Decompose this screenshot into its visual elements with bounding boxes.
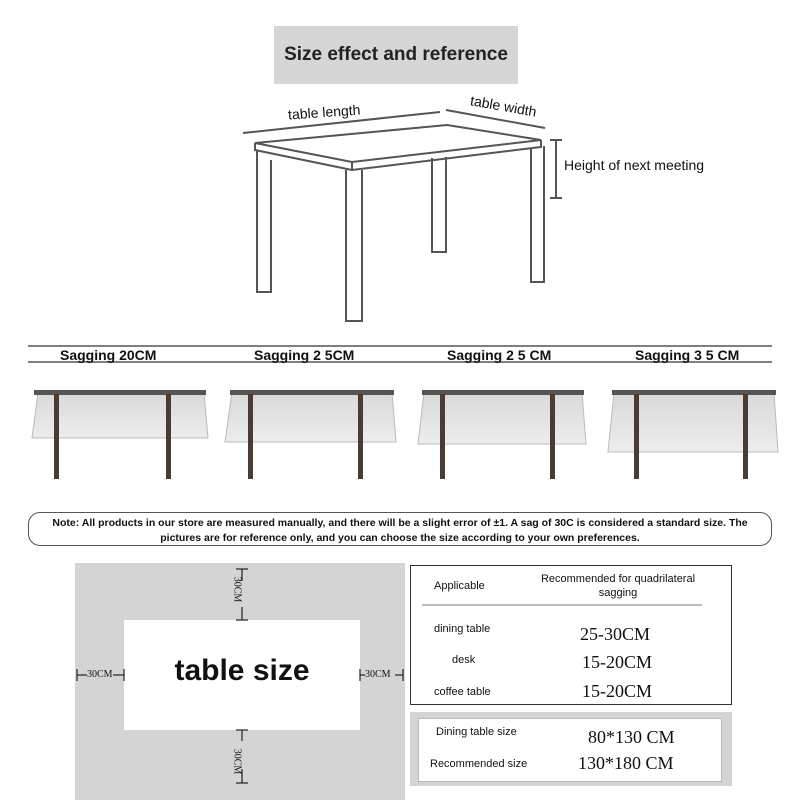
sagging-label-4: Sagging 3 5 CM	[635, 347, 740, 363]
right-dimension-label: 30CM	[365, 669, 391, 680]
table-height-label: Height of next meeting	[564, 157, 705, 173]
page-title: Size effect and reference	[284, 44, 508, 65]
sagging-label-2: Sagging 2 5CM	[254, 347, 355, 363]
dining-table-size-value: 80*130 CM	[588, 727, 675, 747]
bottom-dimension-label: 30CM	[231, 748, 243, 775]
sagging-illustrations	[0, 380, 800, 505]
header-divider	[420, 603, 710, 607]
row-name-dining-table: dining table	[434, 623, 491, 635]
row-name-coffee-table: coffee table	[434, 686, 491, 698]
note-line-1: Note: All products in our store are measured manually, and there will be a slight error of ±1. A sag of 30C is considered a standard size. The	[52, 517, 748, 529]
tablecloth-illustration-2	[225, 390, 396, 479]
row-name-desk: desk	[452, 654, 476, 666]
tablecloth-illustration-3	[418, 390, 586, 479]
row-value-coffee-table: 15-20CM	[582, 681, 653, 701]
note-text	[40, 516, 760, 546]
table-length-label: table length	[287, 101, 361, 123]
recommended-header: Recommended for quadrilateral sagging	[540, 573, 696, 599]
recommended-size-label: Recommended size	[430, 758, 528, 770]
sagging-label-3: Sagging 2 5 CM	[447, 347, 552, 363]
table-width-label: table width	[469, 92, 538, 120]
tablecloth-illustration-4	[608, 390, 778, 479]
left-dimension-label: 30CM	[87, 669, 113, 680]
top-dimension-label: 30CM	[231, 576, 243, 603]
row-value-desk: 15-20CM	[582, 652, 653, 672]
sagging-label-1: Sagging 20CM	[60, 347, 157, 363]
applicable-header: Applicable	[434, 580, 485, 592]
note-line-2: pictures are for reference only, and you can choose the size according to your own preferences.	[160, 532, 640, 544]
recommended-size-value: 130*180 CM	[578, 753, 674, 773]
table-size-label: table size	[174, 654, 310, 687]
row-value-dining-table: 25-30CM	[580, 624, 651, 644]
dining-table-size-label: Dining table size	[436, 726, 517, 738]
table-top	[255, 125, 541, 162]
tablecloth-illustration-1	[32, 390, 208, 479]
